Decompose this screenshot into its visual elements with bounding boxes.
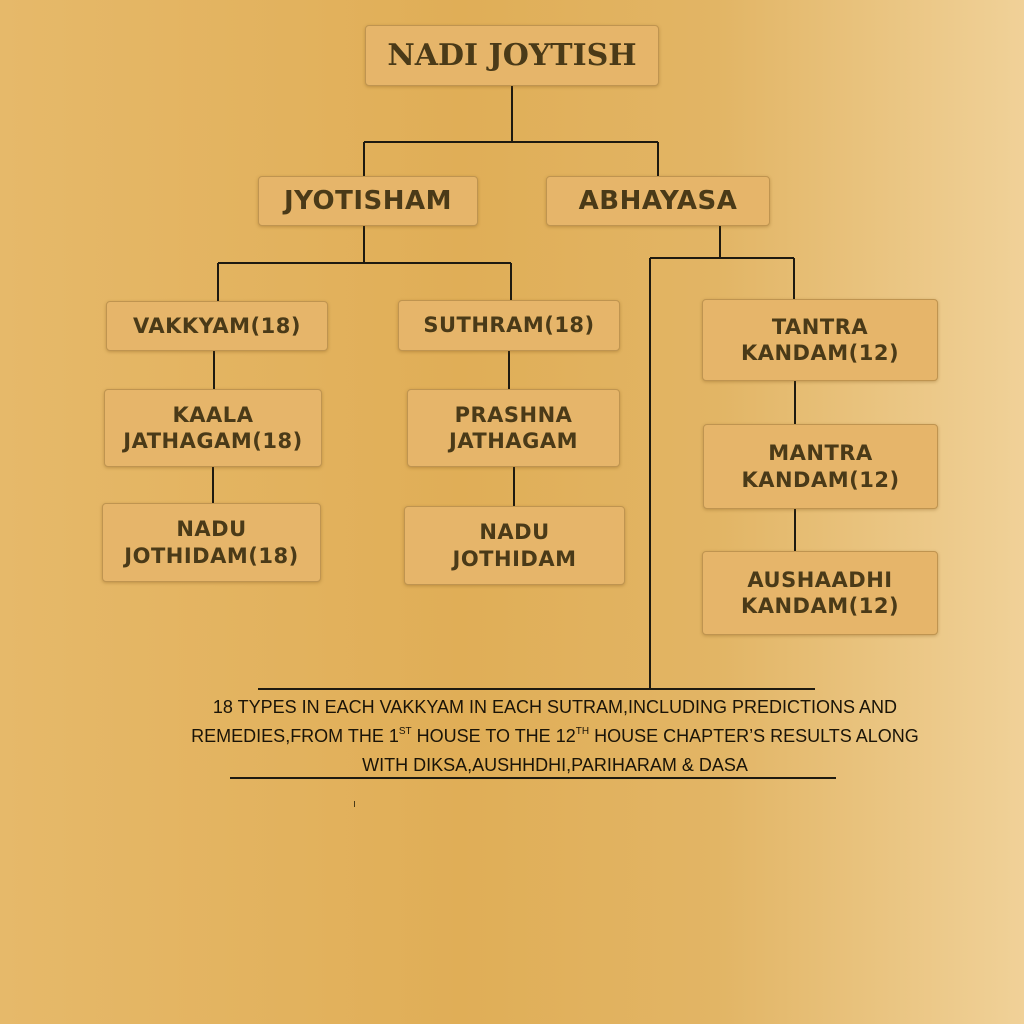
- node-aushaadhi-line2: KANDAM(12): [740, 594, 900, 618]
- node-nadu18-line2: JOTHIDAM(18): [124, 543, 299, 568]
- node-nadu-line1: NADU: [479, 520, 550, 545]
- node-prashna-line2: JATHAGAM: [449, 429, 578, 453]
- footnote-sup-th: TH: [575, 726, 590, 737]
- node-prashna-line1: PRASHNA: [454, 402, 573, 427]
- node-aushaadhi-kandam: [702, 551, 938, 635]
- node-suthram-label: SUTHRAM(18): [423, 313, 595, 338]
- node-suthram: [398, 300, 620, 351]
- node-tantra-kandam: [702, 299, 938, 381]
- node-vakkyam: [106, 301, 328, 351]
- node-kaala-jathagam: [104, 389, 322, 467]
- node-mantra-line1: MANTRA: [768, 441, 873, 466]
- node-vakkyam-label: VAKKYAM(18): [133, 313, 301, 338]
- node-root: [365, 25, 659, 86]
- footnote-line2-c: HOUSE CHAPTER’S RESULTS ALONG: [589, 726, 919, 746]
- node-abhayasa: [546, 176, 770, 226]
- footnote-sup-st: ST: [398, 726, 412, 737]
- node-jyotisham-label: JYOTISHAM: [283, 185, 453, 216]
- stray-tick-mark: [354, 801, 355, 807]
- node-mantra-kandam: [703, 424, 938, 509]
- footnote-line2: [120, 722, 990, 751]
- node-aushaadhi-line1: AUSHAADHI: [747, 567, 893, 592]
- node-root-label: NADI JOYTISH: [387, 37, 637, 73]
- node-nadu-line2: JOTHIDAM: [452, 546, 577, 571]
- node-nadu18-line1: NADU: [176, 517, 247, 542]
- footnote-line3: WITH DIKSA,AUSHHDHI,PARIHARAM & DASA: [362, 755, 748, 775]
- node-prashna-jathagam: [407, 389, 620, 467]
- node-tantra-line2: KANDAM(12): [740, 341, 900, 365]
- node-jyotisham: [258, 176, 478, 226]
- node-nadu-jothidam: [404, 506, 625, 585]
- footnote-text: [120, 693, 990, 780]
- node-tantra-line1: TANTRA: [771, 314, 869, 339]
- node-mantra-line2: KANDAM(12): [741, 467, 900, 492]
- footnote-line1: 18 TYPES IN EACH VAKKYAM IN EACH SUTRAM,INCLUDING PREDICTIONS AND: [212, 697, 898, 717]
- node-kaala-line2: JATHAGAM(18): [123, 429, 303, 453]
- footnote-line2-a: REMEDIES,FROM THE 1: [191, 726, 399, 746]
- node-nadu-jothidam-18: [102, 503, 321, 582]
- node-abhayasa-label: ABHAYASA: [578, 185, 738, 216]
- footnote-line2-b: HOUSE TO THE 12: [411, 726, 576, 746]
- node-kaala-line1: KAALA: [172, 402, 254, 427]
